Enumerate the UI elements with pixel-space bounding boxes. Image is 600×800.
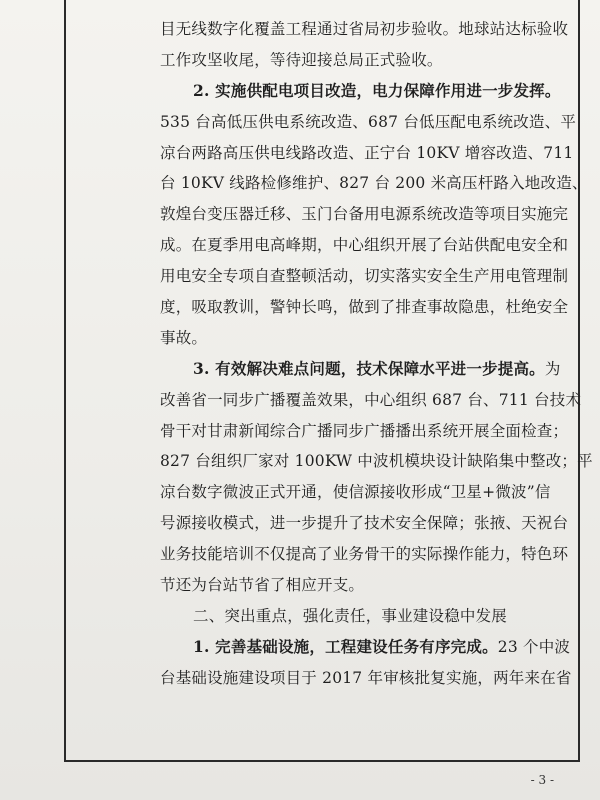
text-line bbox=[160, 354, 560, 385]
text-line bbox=[160, 539, 569, 570]
body-text: 改善省一同步广播覆盖效果，中心组织 687 台、711 台技术 bbox=[160, 390, 582, 409]
body-text: 台 10KV 线路检修维护、827 台 200 米高压杆路入地改造、 bbox=[160, 174, 588, 193]
body-text: 23 个中波 bbox=[497, 637, 571, 656]
text-line bbox=[160, 261, 569, 292]
text-line bbox=[160, 477, 560, 508]
text-line bbox=[160, 385, 582, 416]
body-text: 业务技能培训不仅提高了业务骨干的实际操作能力，特色环 bbox=[160, 545, 569, 564]
text-line bbox=[160, 570, 560, 601]
body-text: 敦煌台变压器迁移、玉门台备用电源系统改造等项目实施完 bbox=[160, 205, 569, 224]
text-line bbox=[160, 138, 574, 169]
body-text: 为 bbox=[544, 359, 561, 378]
body-text: 度，吸取教训，警钟长鸣，做到了排查事故隐患，杜绝安全 bbox=[160, 298, 569, 317]
bold-heading-text: 3. 有效解决难点问题，技术保障水平进一步提高。 bbox=[193, 358, 545, 378]
text-line bbox=[160, 416, 569, 447]
text-line bbox=[160, 632, 571, 663]
text-line bbox=[160, 230, 569, 261]
body-text: 用电安全专项自查整顿活动，切实落实安全生产用电管理制 bbox=[160, 267, 569, 286]
body-text: 号源接收模式，进一步提升了技术安全保障；张掖、天祝台 bbox=[160, 514, 569, 533]
text-line bbox=[160, 323, 560, 354]
table-border-left bbox=[64, 0, 66, 762]
page-number: - 3 - bbox=[530, 773, 554, 787]
text-line bbox=[160, 508, 569, 539]
body-text: 535 台高低压供电系统改造、687 台低压配电系统改造、平 bbox=[160, 112, 577, 131]
bold-heading-text: 2. 实施供配电项目改造，电力保障作用进一步发挥。 bbox=[193, 80, 561, 100]
table-border-bottom bbox=[64, 760, 580, 762]
body-text: 事故。 bbox=[160, 328, 208, 347]
text-line bbox=[160, 76, 560, 107]
body-text: 二、突出重点，强化责任，事业建设稳中发展 bbox=[193, 606, 508, 625]
body-text: 骨干对甘肃新闻综合广播同步广播播出系统开展全面检查； bbox=[160, 421, 569, 440]
body-text: 成。在夏季用电高峰期，中心组织开展了台站供配电安全和 bbox=[160, 236, 569, 255]
text-line bbox=[160, 107, 577, 138]
text-line bbox=[160, 292, 569, 323]
body-text: 凉台两路高压供电线路改造、正宁台 10KV 增容改造、711 bbox=[160, 143, 574, 162]
text-line bbox=[160, 199, 569, 230]
body-text: 工作攻坚收尾，等待迎接总局正式验收。 bbox=[160, 50, 443, 69]
body-text: 台基础设施建设项目于 2017 年审核批复实施，两年来在省 bbox=[160, 668, 572, 687]
body-text: 目无线数字化覆盖工程通过省局初步验收。地球站达标验收 bbox=[160, 20, 569, 38]
table-border-right bbox=[578, 0, 580, 762]
text-line bbox=[160, 446, 593, 477]
text-line bbox=[160, 601, 560, 632]
body-text: 凉台数字微波正式开通，使信源接收形成“卫星+微波”信 bbox=[160, 483, 551, 502]
text-line bbox=[160, 663, 572, 694]
body-text: 节还为台站节省了相应开支。 bbox=[160, 576, 365, 595]
text-line bbox=[160, 168, 588, 199]
text-line bbox=[160, 45, 560, 76]
document-body bbox=[160, 14, 593, 694]
bold-heading-text: 1. 完善基础设施，工程建设任务有序完成。 bbox=[193, 636, 498, 656]
body-text: 827 台组织厂家对 100KW 中波机模块设计缺陷集中整改；平 bbox=[160, 452, 593, 471]
text-line bbox=[160, 14, 569, 45]
